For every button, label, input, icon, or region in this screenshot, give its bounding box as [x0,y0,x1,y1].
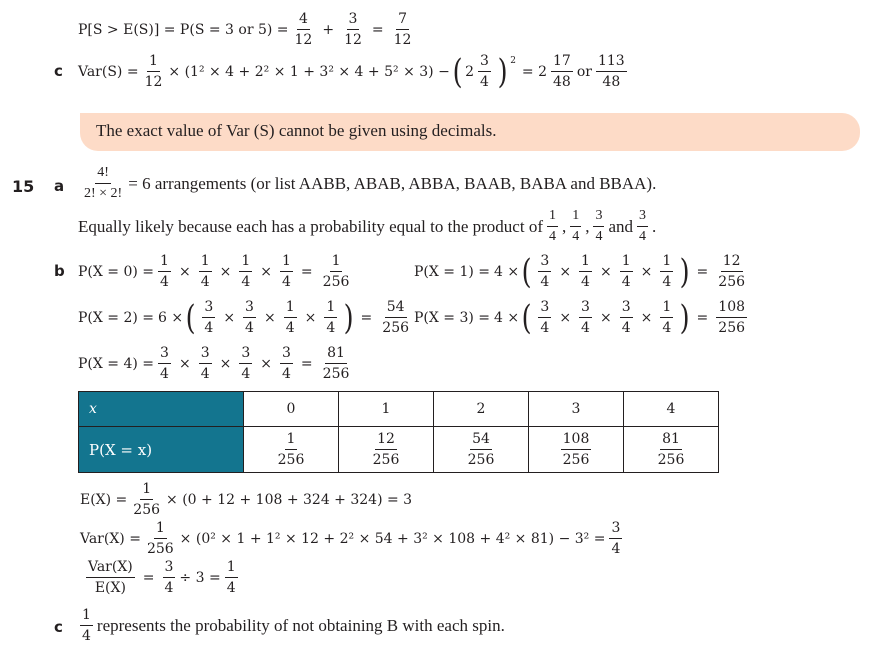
arrangements-text: = 6 arrangements (or list AABB, ABAB, ABBA, BAAB, BABA and BBAA). [128,173,657,193]
table-row-probability [79,427,719,473]
question-number: 15 [12,177,35,196]
expression-rest: × (0 + 12 + 108 + 324 + 324) = 3 [166,491,413,508]
sum-expression: × (1² × 4 + 2² × 1 + 3² × 4 + 5² × 3) − [168,63,450,80]
expression-lhs: P[S > E(S)] = P(S = 3 or 5) = [78,21,289,38]
expression-lhs: P(X = 2) = [78,309,155,326]
fraction: $\frac{3}{4}$ [200,345,210,382]
table-cell: 0 [244,392,339,427]
division-text: ÷ 3 = [179,569,221,586]
note-box [80,113,860,151]
arrangements-line [78,166,656,201]
fraction: $\frac{1}{4}$ [241,253,251,290]
or-text: or [576,63,592,80]
fraction: $\frac{1}{4}$ [160,253,169,290]
fraction: $\frac{1}{4}$ [82,607,91,644]
variance-over-expectation [82,560,242,595]
fraction-result: $\frac{81}{256}$ [322,345,350,382]
equals-whole: = 2 [521,63,548,80]
table-cell: 1 [339,392,434,427]
fraction-result: $\frac{1}{256}$ [322,253,350,290]
multiplier: 6 × [158,309,184,326]
table-cell: $\frac{108}{256}$ [529,427,624,473]
equals-sign: = [142,569,155,586]
fraction-result: $\frac{3}{4}$ [611,520,621,557]
expression-lhs: P(X = 1) = [414,263,491,280]
equally-likely-text: Equally likely because each has a probability equal to the product of [78,216,543,236]
prob-x-4: P(X = 4) = $\frac{3}{4}$ × $\frac{3}{4}$ × $\frac{3}{4}$ × $\frac{3}{4}$ = $\frac{81}{256}$ [78,345,350,382]
variance-x-equation [80,521,626,556]
expression-lhs: P(X = 4) = [78,355,155,372]
fraction: $\frac{3}{4}$ [595,208,603,244]
fraction-result: $\frac{1}{4}$ [226,559,236,596]
fraction: $\frac{3}{4}$ [160,345,169,382]
fraction: $\frac{3}{4}$ [282,345,291,382]
fraction: $\frac{113}{48}$ [597,53,625,90]
prob-x-3: P(X = 3) = 4 × ( $\frac{3}{4}$ × $\frac{3}{4}$ × $\frac{3}{4}$ × $\frac{1}{4}$ ) = $\frac{108}{256}$ [414,297,746,338]
fraction: $\frac{3}{12}$ [344,11,362,48]
header-x: x [79,392,244,427]
fraction: $\frac{3}{4}$ [480,53,489,90]
fraction: $\frac{1}{4}$ [662,299,672,336]
fraction: $\frac{1}{4}$ [326,299,336,336]
multiplier: 4 × [494,263,520,280]
fraction: $\frac{1}{4}$ [621,253,631,290]
fraction: $\frac{3}{4}$ [639,208,647,244]
note-text: The exact value of Var (S) cannot be given using decimals. [96,121,497,140]
prob-x-2: P(X = 2) = 6 × ( $\frac{3}{4}$ × $\frac{3}{4}$ × $\frac{1}{4}$ × $\frac{1}{4}$ ) = $\frac{54}{256}$ [78,297,410,338]
fraction: $\frac{\text{Var(X)}}{E(X)}$ [88,559,133,596]
equally-likely-line: Equally likely because each has a probability equal to the product of $\frac{1}{4}$ , $\frac{1}{4}$ , $\frac{3}{4}$ and $\frac{3}{4}$ . [78,208,657,244]
expression-lhs: Var(X) = [80,530,141,547]
part-label-c: c [54,618,63,636]
prob-x-0: P(X = 0) = $\frac{1}{4}$ × $\frac{1}{4}$ × $\frac{1}{4}$ × $\frac{1}{4}$ = $\frac{1}{256}$ [78,253,350,290]
table-cell: $\frac{12}{256}$ [339,427,434,473]
fraction: $\frac{1}{4}$ [572,208,580,244]
table-cell: $\frac{1}{256}$ [244,427,339,473]
part-label-a: a [54,177,65,195]
and-text: and [608,216,634,236]
fraction: $\frac{1}{4}$ [548,208,556,244]
fraction: $\frac{1}{4}$ [282,253,291,290]
fraction: $\frac{3}{4}$ [621,299,631,336]
fraction: $\frac{3}{4}$ [164,559,174,596]
part-label-c: c [54,62,63,80]
expectation-x-equation [80,482,412,517]
table-cell: $\frac{81}{256}$ [624,427,719,473]
fraction-result: $\frac{108}{256}$ [718,299,746,336]
table-row-x [79,392,719,427]
fraction-result: $\frac{54}{256}$ [382,299,410,336]
multiplier: 4 × [494,309,520,326]
fraction: $\frac{3}{4}$ [540,299,550,336]
expression-lhs: E(X) = [80,491,128,508]
variance-s-equation: Var(S) = $\frac{1}{12}$ × (1² × 4 + 2² × 1 + 3² × 4 + 5² × 3) − ( 2 $\frac{3}{4}$ ) $^2$ = 2 $\frac{17}{48}$ or $\frac{113}{48}$ [78,51,625,92]
fraction: $\frac{3}{4}$ [581,299,590,336]
fraction: $\frac{3}{4}$ [540,253,550,290]
part-c-text: represents the probability of not obtaining B with each spin. [96,615,505,635]
fraction: $\frac{3}{4}$ [245,299,254,336]
probability-distribution-table [78,391,719,473]
mixed-whole: 2 [465,63,474,80]
part-c-statement [76,608,505,643]
fraction: $\frac{1}{4}$ [662,253,672,290]
table-cell: 2 [434,392,529,427]
fraction-result: $\frac{12}{256}$ [718,253,746,290]
expression-lhs: P(X = 0) = [78,263,155,280]
expression-lhs: Var(S) = [78,63,139,80]
prob-s-greater-expectation: P[S > E(S)] = P(S = 3 or 5) = $\frac{4}{12}$ + $\frac{3}{12}$ = $\frac{7}{12}$ [78,11,412,48]
fraction: $\frac{1}{256}$ [133,481,161,518]
fraction: $\frac{3}{4}$ [204,299,214,336]
expression-lhs: P(X = 3) = [414,309,491,326]
table-cell: 4 [624,392,719,427]
expression-rest: × (0² × 1 + 1² × 12 + 2² × 54 + 3² × 108 + 4² × 81) − 3² = [179,530,606,547]
fraction: $\frac{1}{4}$ [285,299,295,336]
table-cell: $\frac{54}{256}$ [434,427,529,473]
fraction: $\frac{1}{12}$ [144,53,163,90]
fraction: $\frac{1}{4}$ [200,253,210,290]
fraction: $\frac{4!}{2! \times 2!}$ [84,165,123,201]
table-cell: 3 [529,392,624,427]
fraction: $\frac{3}{4}$ [241,345,251,382]
fraction: $\frac{4}{12}$ [294,11,313,48]
prob-x-1: P(X = 1) = 4 × ( $\frac{3}{4}$ × $\frac{1}{4}$ × $\frac{1}{4}$ × $\frac{1}{4}$ ) = $\frac{12}{256}$ [414,251,746,292]
fraction: $\frac{1}{256}$ [146,520,174,557]
exponent: 2 [510,56,516,66]
header-probability: P(X = x) [79,427,244,473]
fraction: $\frac{1}{4}$ [581,253,590,290]
part-label-b: b [54,262,65,280]
fraction: $\frac{17}{48}$ [553,53,571,90]
fraction-result: $\frac{7}{12}$ [393,11,412,48]
